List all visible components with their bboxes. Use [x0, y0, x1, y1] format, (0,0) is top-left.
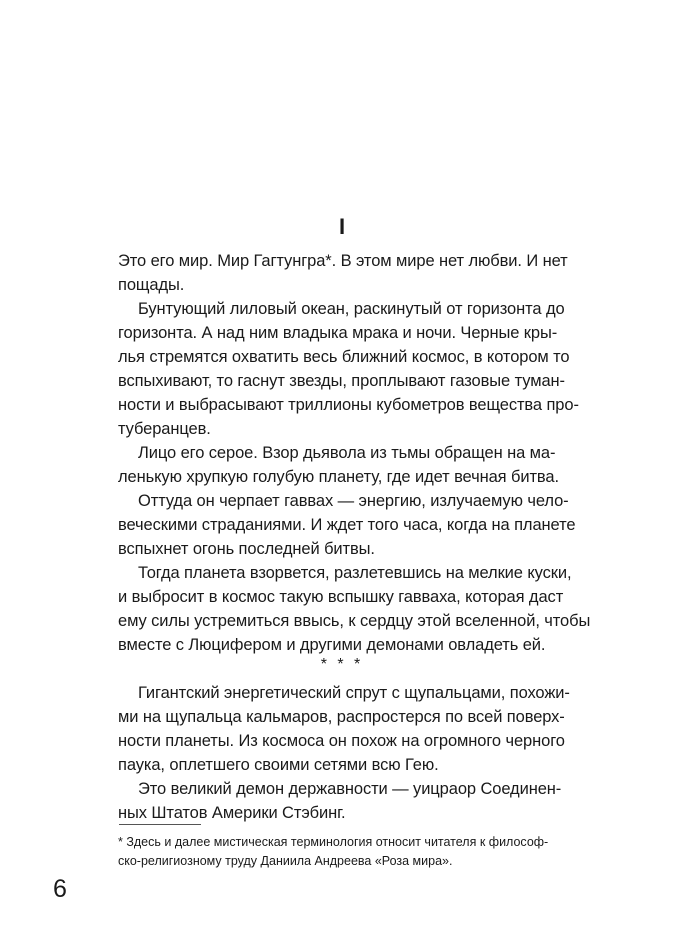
text-line: ленькую хрупкую голубую планету, где идет вечная битва.: [118, 468, 559, 486]
chapter-numeral: I: [338, 214, 346, 239]
text-line: Тогда планета взорвется, разлетевшись на мелкие куски,: [138, 564, 572, 582]
text-line: и выбросит в космос такую вспышку гавваха, которая даст: [118, 588, 564, 606]
text-line: паука, оплетшего своими сетями всю Гею.: [118, 756, 439, 774]
text-line: Это великий демон державности — уицраор Соединен-: [138, 780, 562, 798]
text-line: ности планеты. Из космоса он похож на огромного черного: [118, 732, 565, 750]
text-line: лья стремятся охватить весь ближний космос, в котором то: [118, 348, 570, 366]
text-line: Это его мир. Мир Гагтунгра*. В этом мире нет любви. И нет: [118, 252, 568, 270]
text-line: Бунтующий лиловый океан, раскинутый от горизонта до: [138, 300, 565, 318]
text-line: Оттуда он черпает гаввах — энергию, излучаемую чело-: [138, 492, 569, 510]
text-line: вспыхнет огонь последней битвы.: [118, 540, 375, 558]
text-line: вместе с Люцифером и другими демонами овладеть ей.: [118, 636, 546, 654]
page-number: 6: [53, 875, 67, 903]
footnote-divider: [119, 824, 201, 825]
text-line: туберанцев.: [118, 420, 211, 438]
text-line: пощады.: [118, 276, 185, 294]
text-line: ми на щупальца кальмаров, распростерся по всей поверх-: [118, 708, 565, 726]
text-line: Лицо его серое. Взор дьявола из тьмы обращен на ма-: [138, 444, 556, 462]
text-line: горизонта. А над ним владыка мрака и ночи. Черные кры-: [118, 324, 558, 342]
text-line: ему силы устремиться ввысь, к сердцу этой вселенной, чтобы: [118, 612, 591, 630]
text-line: ных Штатов Америки Стэбинг.: [118, 804, 346, 822]
section-separator: * * *: [320, 656, 364, 673]
text-line: ности и выбрасывают триллионы кубометров вещества про-: [118, 396, 579, 414]
text-line: вспыхивают, то гаснут звезды, проплывают газовые туман-: [118, 372, 565, 390]
footnote-line: * Здесь и далее мистическая терминология относит читателя к философ-: [118, 835, 549, 849]
text-line: Гигантский энергетический спрут с щупальцами, похожи-: [138, 684, 570, 702]
footnote-line: ско-религиозному труду Даниила Андреева «Роза мира».: [118, 854, 453, 868]
text-line: веческими страданиями. И ждет того часа, когда на планете: [118, 516, 576, 534]
